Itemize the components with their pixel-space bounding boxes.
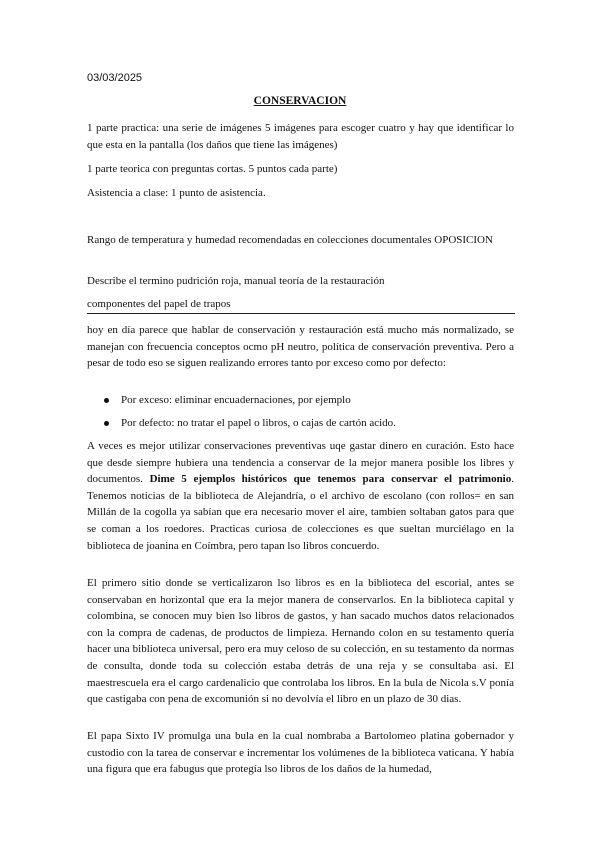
exam-attendance: Asistencia a clase: 1 punto de asistencia. xyxy=(87,187,266,199)
sixtus-paragraph: El papa Sixto IV promulga una bula en la cual nombraba a Bartolomeo platina gobernador y custodio con la tarea de conservar e incrementar los volúmenes de la biblioteca vaticana. Y había una figura que era fabugus que protegía lso libros de los daños de la humedad, xyxy=(87,730,514,776)
exam-practical-part: 1 parte practica: una serie de imágenes 5 imágenes para escoger cuatro y hay que identificar lo que esta en la pantalla (los daños que tiene las imágenes) xyxy=(87,122,514,151)
escorial-paragraph: El primero sitio donde se verticalizaron lso libros es en la biblioteca del escorial, antes se conservaban en horizontal que era la mejor manera de conservarlos. En la biblioteca capital y colombina, se conocen muy bien lso libros de gastos, y han sacado muchos datos relacionados con la compra de cadenas, de productos de limpieza. Hernando colon en su testamento quería hacer una biblioteca universal, pero era muy celoso de su colección, en su testamento da normas de consulta, donde toda su colección estaba detrás de una reja y se consultaba asi. El maestrescuela era el cargo cardenalicio que controlaba los libros. En la bula de Nicola s.V ponía que castigaba con pena de excomunión si no devolvía el libro en un plazo de 30 dias. xyxy=(87,577,514,706)
list-item: Por defecto: no tratar el papel o libros, o cajas de cartón acido. xyxy=(87,415,514,432)
page-title: CONSERVACION xyxy=(253,95,347,107)
opposition-question-3: componentes del papel de trapos xyxy=(87,298,231,310)
section-divider xyxy=(87,313,515,314)
opposition-question-1: Rango de temperatura y humedad recomendadas en colecciones documentales OPOSICION xyxy=(87,234,493,246)
intro-paragraph: hoy en día parece que hablar de conservación y restauración está mucho más normalizado, se manejan con frecuencia conceptos ocmo pH neutro, política de conservación preventiva. Pero a pesar de todo eso se siguen realizando errores tanto por exceso como por defecto: xyxy=(87,324,514,370)
date: 03/03/2025 xyxy=(87,72,143,84)
history-paragraph: A veces es mejor utilizar conservaciones preventivas uqe gastar dinero en curación. Esto hace que desde siempre hubiera una tendencia a conservar de la mejor manera posible los libres y documentos. Dime 5 ejemplos históricos que tenemos para conservar el patrimonio. Tenemos noticias de la biblioteca de Alejandría, o el archivo de escolano (con rollos= en san Millán de la cogolla ya sabían que era necesario mover el aire, tambien soltaban gatos para que se coman a los roedores. Practicas curiosa de colecciones es que sueltan murciélago en la biblioteca de joanina en Coímbra, pero tapan lso libros concuerdo. xyxy=(87,440,514,552)
exam-theory-part: 1 parte teorica con preguntas cortas. 5 puntos cada parte) xyxy=(87,163,338,175)
opposition-question-2: Describe el termino pudrición roja, manual teoría de la restauración xyxy=(87,275,385,287)
bullet-icon xyxy=(104,421,109,426)
error-list xyxy=(87,392,514,437)
bullet-icon xyxy=(104,398,109,403)
exam-question-highlight: Dime 5 ejemplos históricos que tenemos para conservar el patrimonio xyxy=(149,473,512,486)
list-item: Por exceso: eliminar encuadernaciones, por ejemplo xyxy=(87,392,514,409)
